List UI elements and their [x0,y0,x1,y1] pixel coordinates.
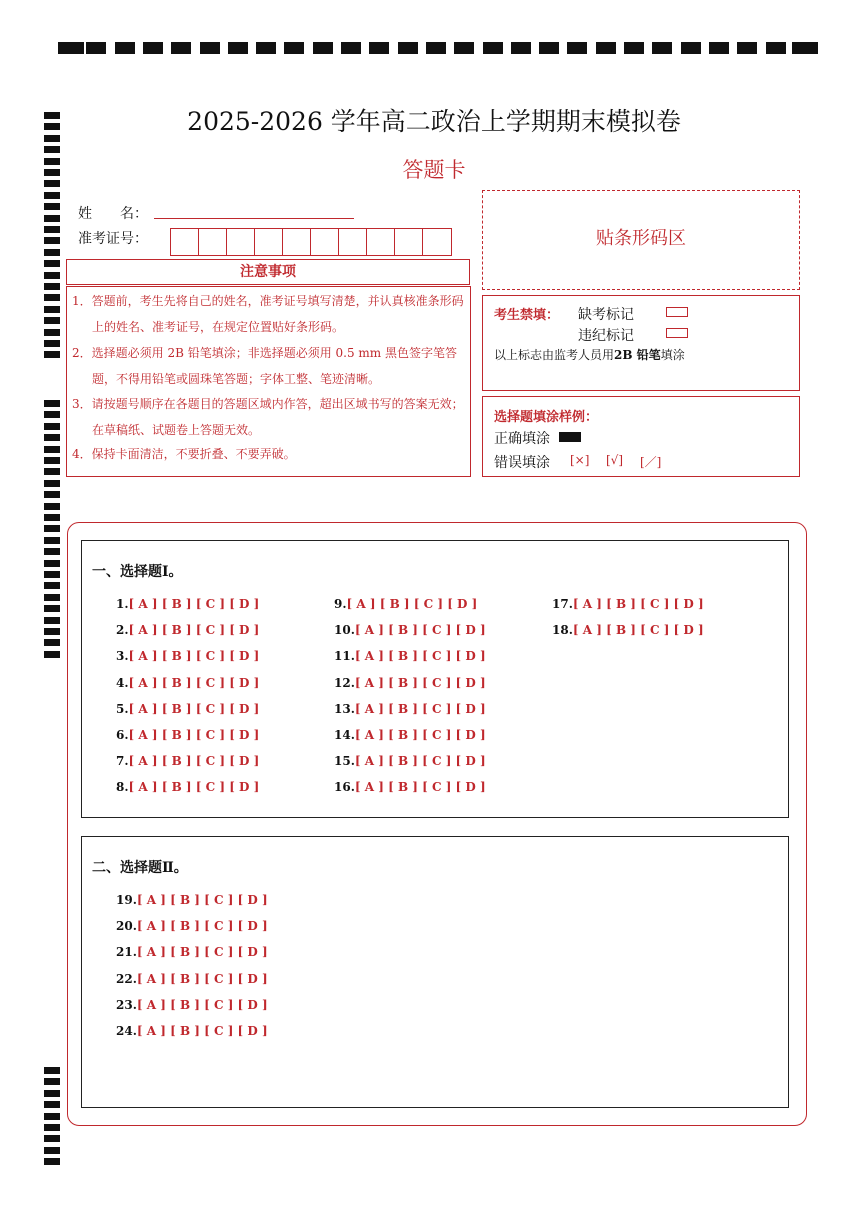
wrong-mark-x: [×] [570,453,590,467]
answer-options[interactable]: [ A ] [ B ] [ C ] [ D ] [128,623,260,638]
note-suffix: 填涂 [660,348,685,362]
question-row[interactable] [116,780,259,794]
wrong-mark-check: [√] [606,453,624,467]
timing-mark [652,42,672,54]
id-digit-box[interactable] [311,229,339,255]
timing-mark [44,351,60,358]
timing-mark [44,560,60,567]
answer-options[interactable]: [ A ] [ B ] [ C ] [ D ] [346,597,478,611]
question-row[interactable] [116,1024,268,1038]
timing-mark [44,605,60,612]
timing-mark [171,42,191,54]
answer-options[interactable]: [ A ] [ B ] [ C ] [ D ] [128,675,260,690]
answer-options[interactable]: [ A ] [ B ] [ C ] [ D ] [354,623,486,638]
answer-options[interactable]: [ A ] [ B ] [ C ] [ D ] [572,597,704,611]
answer-options[interactable]: [ A ] [ B ] [ C ] [ D ] [136,997,268,1012]
question-number: 17. [552,597,573,611]
notice-item: 2．选择题必须用 2B 铅笔填涂；非选择题必须用 0.5 mm 黑色签字笔答题，不得用铅笔或圆珠笔答题；字体工整、笔迹清晰。 [72,346,458,386]
timing-mark [44,468,60,475]
timing-mark [737,42,757,54]
timing-mark [44,1078,60,1085]
answer-options[interactable]: [ A ] [ B ] [ C ] [ D ] [136,971,268,986]
answer-options[interactable]: [ A ] [ B ] [ C ] [ D ] [128,701,260,716]
question-row[interactable] [116,998,268,1012]
timing-mark [44,480,60,487]
answer-options[interactable]: [ A ] [ B ] [ C ] [ D ] [354,754,486,769]
timing-mark [44,525,60,532]
timing-mark [44,1124,60,1131]
question-number: 6. [116,728,129,742]
violation-label: 违纪标记 [578,328,634,344]
question-number: 14. [334,728,355,742]
timing-mark [44,249,60,256]
timing-mark [44,491,60,498]
timing-mark [44,1147,60,1154]
timing-mark [624,42,644,54]
notice-item: 1．答题前，考生先将自己的姓名，准考证号填写清楚，并认真核准条形码上的姓名、准考证号，在规定位置贴好条形码。 [72,294,464,334]
id-digit-box[interactable] [171,229,199,255]
wrong-mark-slash: [／] [640,455,662,469]
timing-mark [58,42,84,54]
section-title: 二、选择题Ⅱ。 [92,860,188,876]
question-number: 1. [116,597,129,611]
note-bold: 2B 铅笔 [614,348,661,362]
question-number: 20. [116,919,137,934]
timing-mark [596,42,616,54]
top-timing-marks [58,42,818,56]
timing-mark [681,42,701,54]
question-row[interactable] [116,972,268,986]
answer-options[interactable]: [ A ] [ B ] [ C ] [ D ] [128,597,260,611]
timing-mark [44,411,60,418]
timing-mark [44,317,60,324]
answer-options[interactable]: [ A ] [ B ] [ C ] [ D ] [354,649,486,664]
id-digit-box[interactable] [395,229,423,255]
question-number: 11. [334,649,355,664]
timing-mark [44,226,60,233]
timing-mark [44,617,60,624]
page-title: 2025-2026 学年高二政治上学期期末模拟卷 [187,107,681,136]
timing-mark [44,1101,60,1108]
timing-mark [44,400,60,407]
question-number: 18. [552,623,573,638]
timing-mark [313,42,333,54]
question-number: 8. [116,780,129,795]
timing-mark [44,514,60,521]
question-number: 24. [116,1024,137,1038]
answer-options[interactable]: [ A ] [ B ] [ C ] [ D ] [136,919,268,934]
timing-mark [44,548,60,555]
correct-fill-example [559,432,581,442]
sample-label: 选择题填涂样例： [494,410,599,425]
timing-mark [398,42,418,54]
section-title: 一、选择题Ⅰ。 [92,564,183,580]
question-number: 5. [116,701,129,716]
question-row[interactable] [334,597,477,611]
timing-mark [511,42,531,54]
timing-mark [44,192,60,199]
absent-label: 缺考标记 [578,307,634,323]
timing-mark [454,42,474,54]
timing-mark [256,42,276,54]
question-number: 9. [334,597,347,611]
timing-mark [44,582,60,589]
question-number: 19. [116,893,137,907]
timing-mark [44,423,60,430]
timing-mark [44,237,60,244]
question-row[interactable] [552,597,704,611]
question-number: 21. [116,945,137,960]
left-timing-marks [44,112,60,1172]
timing-mark [44,446,60,453]
answer-options[interactable]: [ A ] [ B ] [ C ] [ D ] [354,780,486,795]
question-row[interactable] [334,754,486,768]
timing-mark [539,42,559,54]
timing-mark [228,42,248,54]
timing-mark [44,329,60,336]
timing-mark [44,537,60,544]
id-number-boxes[interactable] [170,228,452,256]
timing-mark [44,1135,60,1142]
timing-mark [44,434,60,441]
question-row[interactable] [116,676,259,690]
timing-mark [44,146,60,153]
question-row[interactable] [334,728,486,742]
name-label: 姓 名： [78,206,148,222]
question-row[interactable] [116,893,268,907]
question-number: 22. [116,971,137,986]
question-row[interactable] [116,702,259,716]
notice-title: 注意事项 [66,259,470,285]
timing-mark [200,42,220,54]
timing-mark [44,272,60,279]
question-row[interactable] [334,649,486,663]
timing-mark [284,42,304,54]
timing-mark [44,594,60,601]
question-number: 16. [334,780,355,795]
timing-mark [426,42,446,54]
answer-options[interactable]: [ A ] [ B ] [ C ] [ D ] [354,675,486,690]
question-row[interactable] [116,728,259,742]
absent-mark-box[interactable] [666,307,688,317]
timing-mark [44,294,60,301]
question-number: 15. [334,754,355,769]
forbidden-note [494,346,685,363]
answer-options[interactable]: [ A ] [ B ] [ C ] [ D ] [128,649,260,664]
answer-options[interactable]: [ A ] [ B ] [ C ] [ D ] [354,728,486,742]
timing-mark [44,1113,60,1120]
timing-mark [44,306,60,313]
question-number: 23. [116,997,137,1012]
answer-options[interactable]: [ A ] [ B ] [ C ] [ D ] [136,945,268,960]
timing-mark [44,340,60,347]
question-number: 4. [116,675,129,690]
wrong-fill-label: 错误填涂 [494,455,550,471]
id-digit-box[interactable] [339,229,367,255]
question-row[interactable] [334,676,486,690]
forbidden-label: 考生禁填： [494,308,560,323]
question-row[interactable] [334,780,486,794]
question-number: 13. [334,701,355,716]
barcode-area: 贴条形码区 [482,190,800,290]
id-digit-box[interactable] [255,229,283,255]
answer-options[interactable]: [ A ] [ B ] [ C ] [ D ] [128,780,260,795]
timing-mark [44,1067,60,1074]
notice-item: 3．请按题号顺序在各题目的答题区域内作答，超出区域书写的答案无效；在草稿纸、试题卷上答题无效。 [72,397,464,437]
name-field[interactable] [154,218,354,219]
question-row[interactable] [334,623,486,637]
timing-mark [792,42,818,54]
answer-options[interactable]: [ A ] [ B ] [ C ] [ D ] [128,728,260,742]
answer-options[interactable]: [ A ] [ B ] [ C ] [ D ] [354,701,486,716]
timing-mark [44,215,60,222]
timing-mark [44,1090,60,1097]
question-row[interactable] [116,945,268,959]
question-row[interactable] [334,702,486,716]
correct-fill-label: 正确填涂 [494,431,550,447]
timing-mark [44,639,60,646]
id-label: 准考证号： [78,231,148,247]
timing-mark [44,1158,60,1165]
violation-mark-box[interactable] [666,328,688,338]
timing-mark [44,260,60,267]
timing-mark [44,651,60,658]
question-row[interactable] [116,754,259,768]
question-number: 2. [116,623,129,638]
note-prefix: 以上标志由监考人员用 [494,348,615,362]
timing-mark [44,283,60,290]
question-number: 3. [116,649,129,664]
question-row[interactable] [552,623,704,637]
answer-options[interactable]: [ A ] [ B ] [ C ] [ D ] [136,1024,268,1038]
question-row[interactable] [116,919,268,933]
timing-mark [86,42,106,54]
timing-mark [567,42,587,54]
question-number: 10. [334,623,355,638]
question-row[interactable] [116,649,259,663]
answer-options[interactable]: [ A ] [ B ] [ C ] [ D ] [136,893,268,907]
answer-options[interactable]: [ A ] [ B ] [ C ] [ D ] [128,754,260,769]
timing-mark [44,628,60,635]
notice-item: 4．保持卡面清洁，不要折叠、不要弄破。 [72,447,296,461]
timing-mark [709,42,729,54]
timing-mark [44,203,60,210]
page-subtitle: 答题卡 [402,158,466,182]
question-row[interactable] [116,623,259,637]
timing-mark [44,571,60,578]
answer-options[interactable]: [ A ] [ B ] [ C ] [ D ] [572,623,704,638]
timing-mark [766,42,786,54]
timing-mark [115,42,135,54]
question-number: 7. [116,754,129,769]
id-digit-box[interactable] [227,229,255,255]
id-digit-box[interactable] [367,229,395,255]
question-row[interactable] [116,597,259,611]
timing-mark [341,42,361,54]
timing-mark [143,42,163,54]
question-number: 12. [334,675,355,690]
timing-mark [44,503,60,510]
id-digit-box[interactable] [283,229,311,255]
timing-mark [483,42,503,54]
timing-mark [44,457,60,464]
id-digit-box[interactable] [423,229,451,255]
id-digit-box[interactable] [199,229,227,255]
timing-mark [369,42,389,54]
